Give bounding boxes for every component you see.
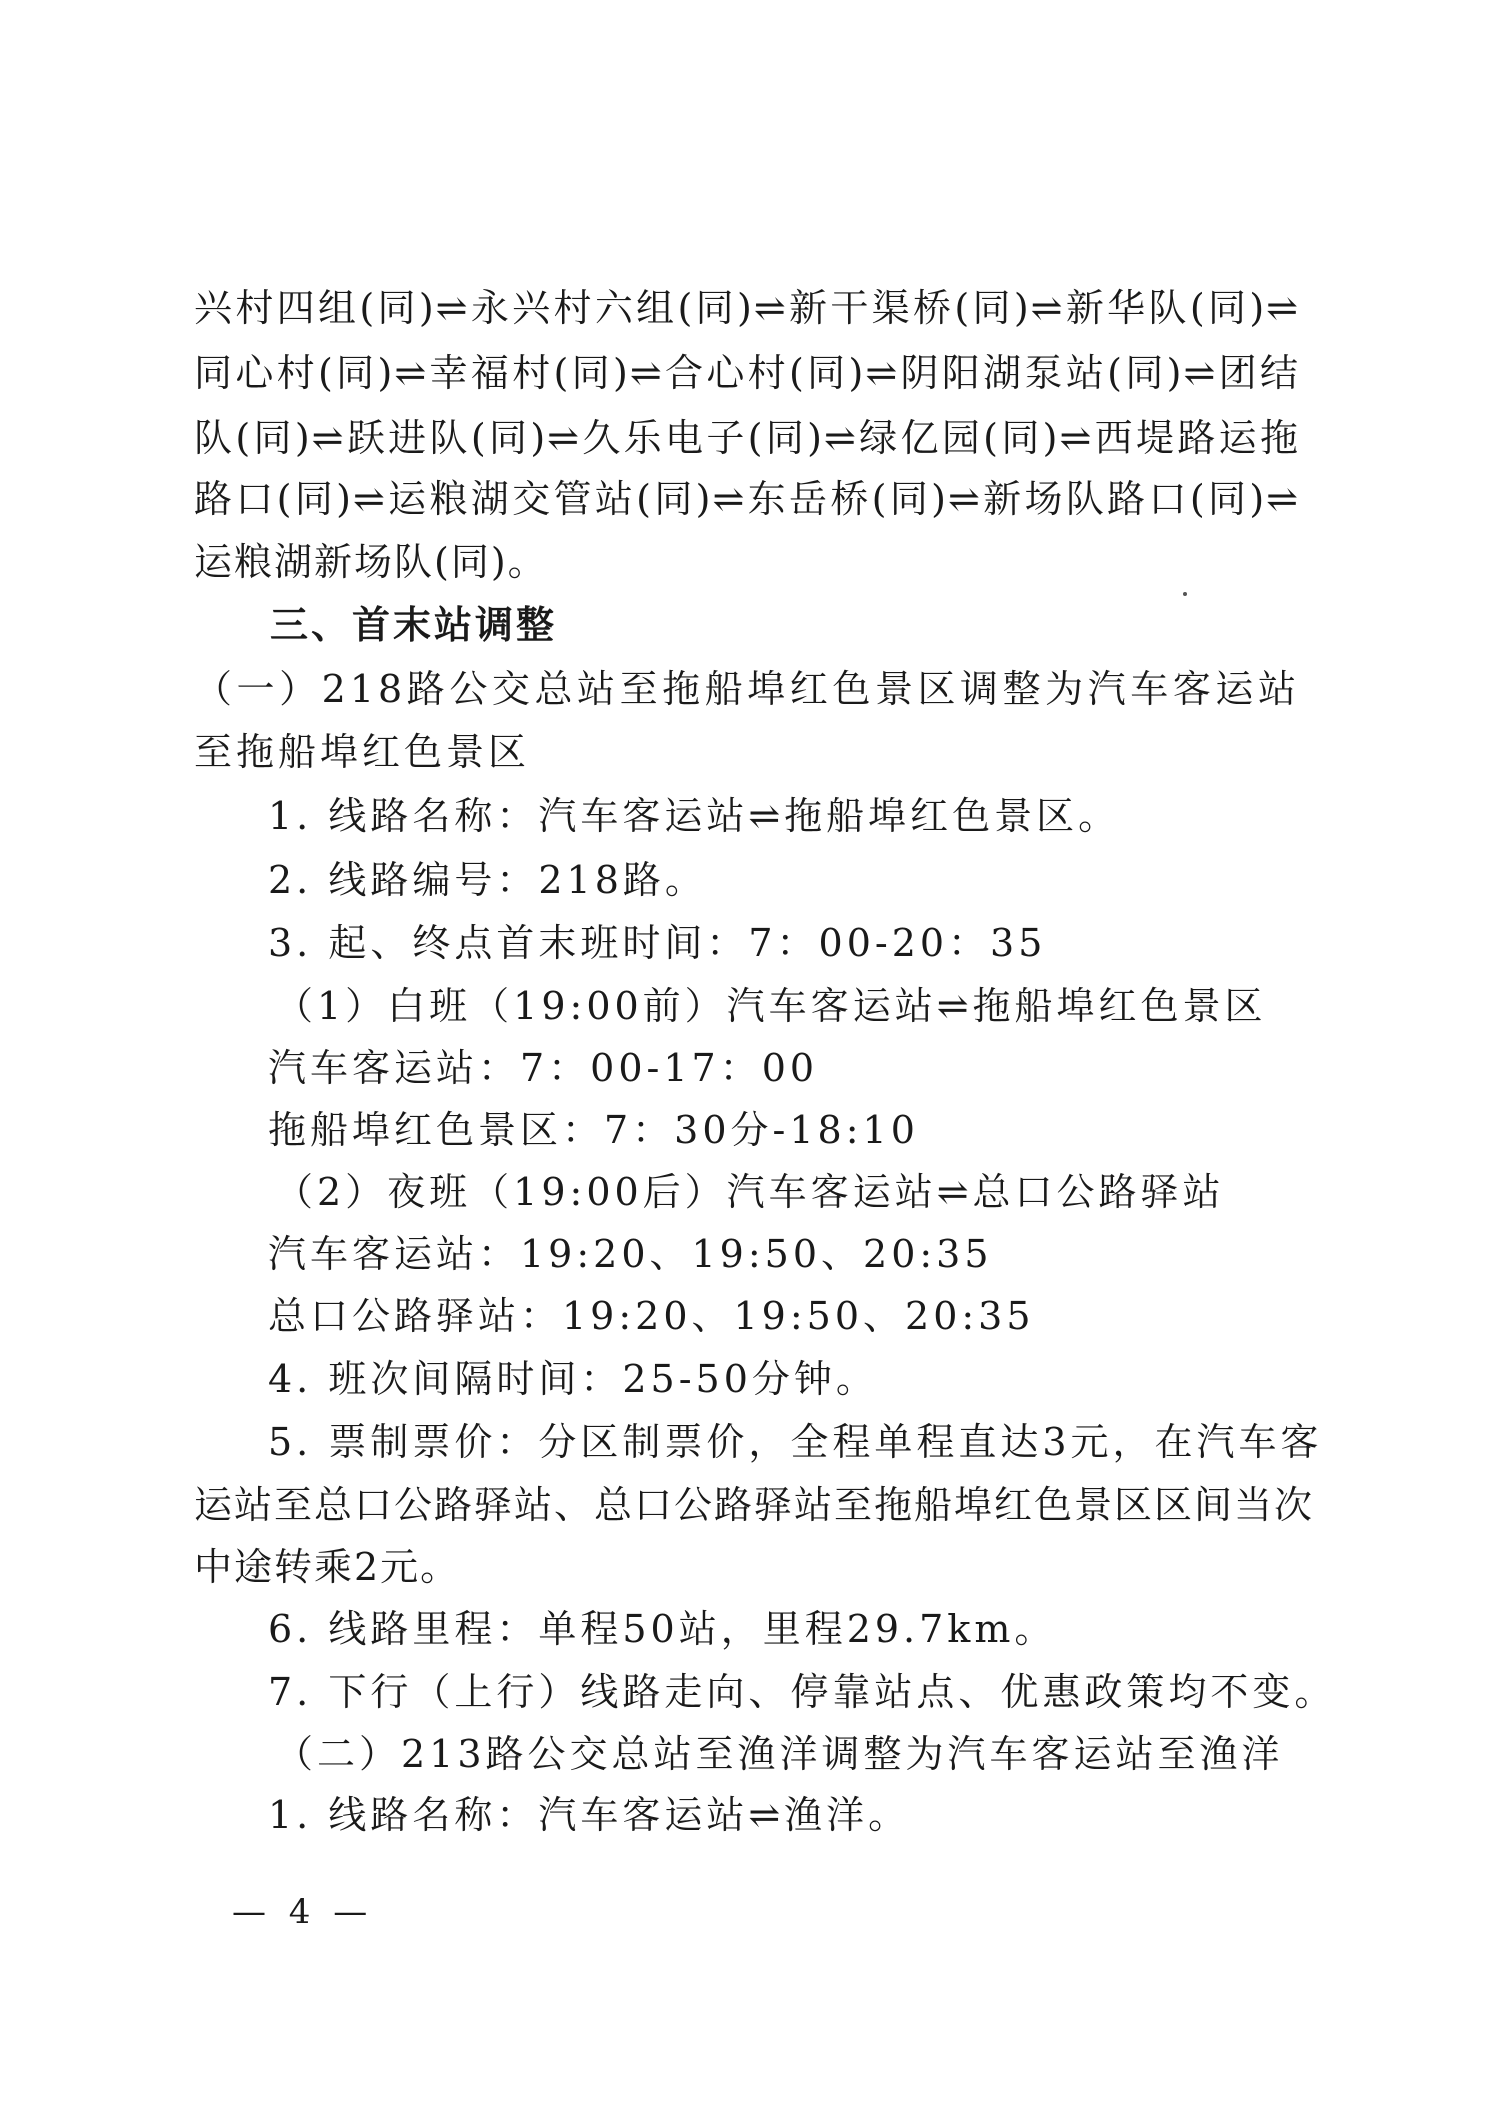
page-number: — 4 — (232, 1892, 374, 1932)
item-unchanged: 7. 下行（上行）线路走向、停靠站点、优惠政策均不变。 (268, 1670, 1337, 1714)
subsection-1-title-line-2: 至拖船埠红色景区 (194, 730, 531, 774)
subsection-2-route-name: 1. 线路名称：汽车客运站⇌渔洋。 (268, 1793, 911, 1837)
section-heading: 三、首末站调整 (270, 603, 558, 647)
speck-mark (1183, 592, 1187, 596)
item-day-shift-terminal-b: 拖船埠红色景区：7：30分-18:10 (268, 1108, 919, 1152)
item-day-shift-terminal-a: 汽车客运站：7：00-17：00 (268, 1046, 819, 1090)
item-service-hours: 3. 起、终点首末班时间：7：00-20：35 (268, 921, 1047, 965)
item-fare-line-2: 运站至总口公路驿站、总口公路驿站至拖船埠红色景区区间当次 (194, 1483, 1315, 1527)
subsection-1-title-line-1: （一）218路公交总站至拖船埠红色景区调整为汽车客运站 (194, 667, 1300, 711)
item-route-name: 1. 线路名称：汽车客运站⇌拖船埠红色景区。 (268, 794, 1121, 838)
item-night-shift-terminal-a: 汽车客运站：19:20、19:50、20:35 (268, 1232, 993, 1276)
route-stops-line-2: 同心村(同)⇌幸福村(同)⇌合心村(同)⇌阴阳湖泵站(同)⇌团结 (194, 351, 1300, 395)
route-stops-line-3: 队(同)⇌跃进队(同)⇌久乐电子(同)⇌绿亿园(同)⇌西堤路运拖 (194, 416, 1300, 460)
item-day-shift: （1）白班（19:00前）汽车客运站⇌拖船埠红色景区 (275, 984, 1267, 1028)
route-stops-line-5: 运粮湖新场队(同)。 (194, 540, 548, 584)
route-stops-line-1: 兴村四组(同)⇌永兴村六组(同)⇌新干渠桥(同)⇌新华队(同)⇌ (194, 286, 1300, 330)
item-fare-line-3: 中途转乘2元。 (194, 1545, 461, 1589)
item-fare-line-1: 5. 票制票价：分区制票价，全程单程直达3元，在汽车客 (268, 1420, 1323, 1464)
subsection-2-title: （二）213路公交总站至渔洋调整为汽车客运站至渔洋 (275, 1732, 1284, 1776)
item-mileage: 6. 线路里程：单程50站，里程29.7km。 (268, 1607, 1057, 1651)
item-interval: 4. 班次间隔时间：25-50分钟。 (268, 1357, 878, 1401)
item-route-number: 2. 线路编号：218路。 (268, 858, 707, 902)
item-night-shift: （2）夜班（19:00后）汽车客运站⇌总口公路驿站 (275, 1170, 1225, 1214)
item-night-shift-terminal-b: 总口公路驿站：19:20、19:50、20:35 (268, 1294, 1035, 1338)
route-stops-line-4: 路口(同)⇌运粮湖交管站(同)⇌东岳桥(同)⇌新场队路口(同)⇌ (194, 477, 1300, 521)
